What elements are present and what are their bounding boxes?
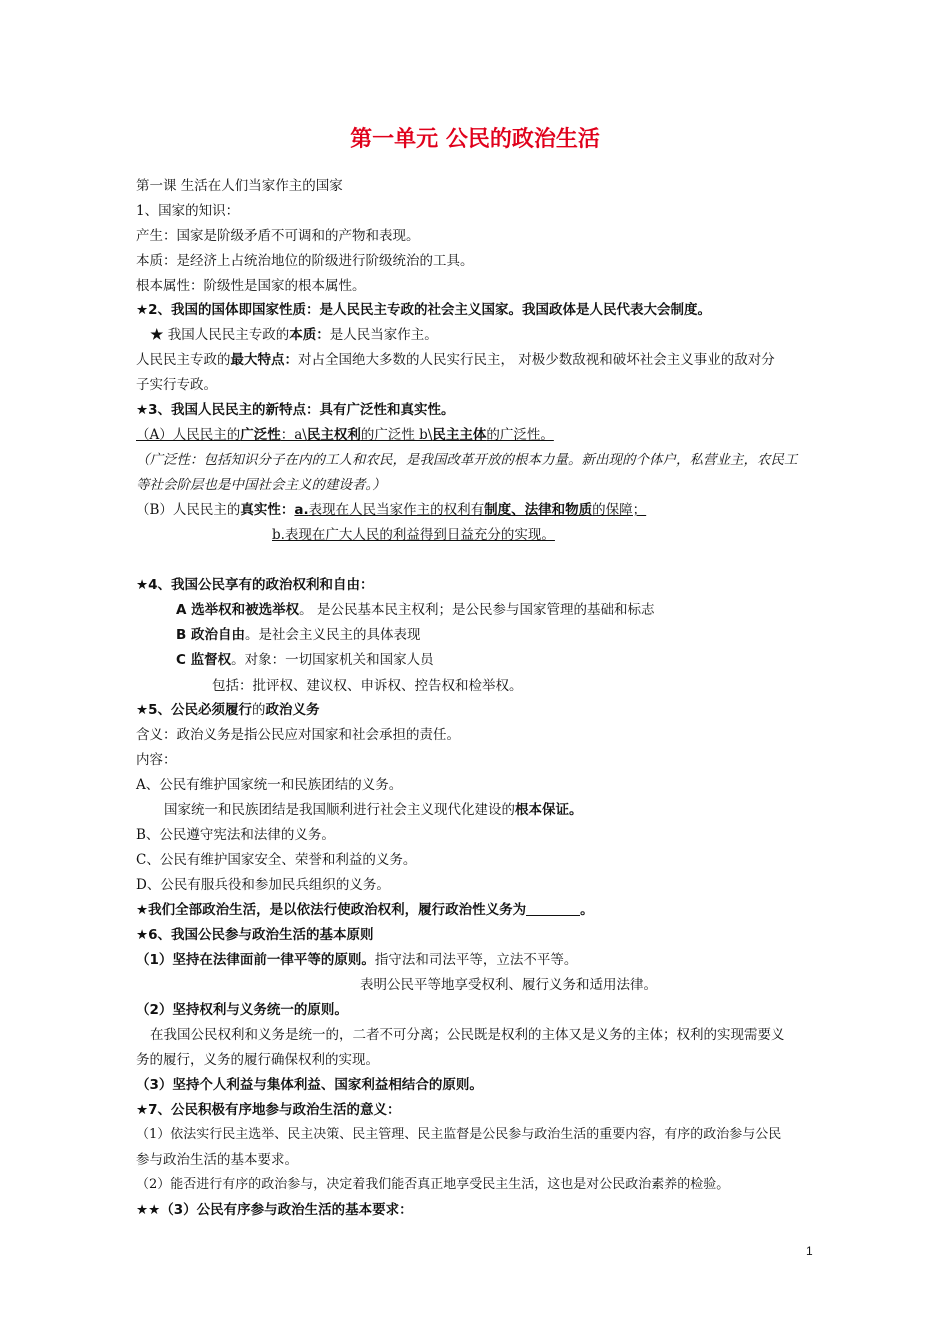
auth-b3: a.: [294, 502, 309, 518]
s5-head-a: ★5、公民必须履行: [136, 702, 252, 718]
section-5-heading: [136, 700, 826, 720]
state-origin: 产生：国家是阶级矛盾不可调和的产物和表现。: [136, 228, 420, 244]
significance-1b: 参与政治生活的基本要求。: [136, 1152, 298, 1168]
principle-2-text-1: 在我国公民权利和义务是统一的，二者不可分离；公民既是权利的主体又是义务的主体；权利的实现需要义: [150, 1027, 785, 1043]
feature-text-c: 对占全国绝大多数的人民实行民主， 对极少数敌视和破坏社会主义事业的敌对分: [298, 352, 775, 368]
breadth-note-1: （广泛性：包括知识分子在内的工人和农民，是我国改革开放的根本力量。新出现的个体户，私营业主，农民工: [136, 452, 798, 468]
right-c-label: C 监督权: [176, 652, 232, 668]
section-6-heading: ★6、我国公民参与政治生活的基本原则: [136, 927, 374, 943]
auth-b6: 的保障；: [592, 502, 647, 518]
right-c-text: 。对象：一切国家机关和国家人员: [231, 652, 434, 668]
breadth-a2: 广泛性: [240, 427, 281, 443]
principle-2-text-2: 务的履行，义务的履行确保权利的实现。: [136, 1052, 379, 1068]
breadth-a5: 的广泛性 b\: [360, 427, 433, 443]
fill-blank-sentence: [136, 900, 826, 920]
lesson-heading: 第一课 生活在人们当家作主的国家: [136, 178, 343, 194]
answer-blank: [526, 901, 580, 916]
breadth-a6: 民主主体: [432, 427, 487, 443]
dictatorship-feature: [136, 350, 826, 370]
essence-text-a: ★ 我国人民民主专政的: [150, 327, 290, 343]
principle-2: （2）坚持权利与义务统一的原则。: [136, 1002, 348, 1018]
auth-b5: 制度、法律和物质: [484, 502, 593, 518]
dictatorship-feature-cont: 子实行专政。: [136, 377, 217, 393]
essence-label: 本质：: [289, 327, 330, 343]
section-2-heading: ★2、我国的国体即国家性质：是人民民主专政的社会主义国家。我国政体是人民代表大会制度。: [136, 302, 711, 318]
duty-a-note-bold: 根本保证。: [515, 802, 583, 818]
right-c: [176, 650, 866, 670]
breadth-line: [136, 425, 826, 445]
feature-text-a: 人民民主专政的: [136, 352, 231, 368]
duty-b: B、公民遵守宪法和法律的义务。: [136, 827, 335, 843]
duty-content: 内容：: [136, 752, 177, 768]
right-b: [176, 625, 866, 645]
state-attribute: 根本属性：阶级性是国家的根本属性。: [136, 278, 366, 294]
section-3-heading: ★3、我国人民民主的新特点：具有广泛性和真实性。: [136, 402, 455, 418]
feature-label: 最大特点：: [230, 352, 298, 368]
s5-head-b: 的: [252, 702, 266, 718]
right-a: [176, 600, 866, 620]
fill-blank-a: ★我们全部政治生活，是以依法行使政治权利，履行政治性义务为: [136, 902, 527, 918]
duty-a-note-text: 国家统一和民族团结是我国顺利进行社会主义现代化建设的: [164, 802, 515, 818]
right-b-text: 。是社会主义民主的具体表现: [245, 627, 421, 643]
duty-meaning: 含义：政治义务是指公民应对国家和社会承担的责任。: [136, 727, 460, 743]
state-essence: 本质：是经济上占统治地位的阶级进行阶级统治的工具。: [136, 253, 474, 269]
s5-head-c: 政治义务: [265, 702, 320, 718]
right-c-includes: 包括：批评权、建议权、申诉权、控告权和检举权。: [212, 678, 523, 694]
authenticity-line: [136, 500, 826, 520]
significance-2: （2）能否进行有序的政治参与，决定着我们能否真正地享受民主生活，这也是对公民政治素养的检验。: [136, 1177, 730, 1192]
duty-d: D、公民有服兵役和参加民兵组织的义务。: [136, 877, 390, 893]
page-title: 第一单元 公民的政治生活: [350, 127, 600, 152]
authenticity-b: b.表现在广大人民的利益得到日益充分的实现。: [272, 527, 555, 543]
breadth-a1: （A）人民民主的: [136, 427, 241, 443]
right-b-label: B 政治自由: [176, 627, 245, 643]
section-7-heading: ★7、公民积极有序地参与政治生活的意义：: [136, 1102, 401, 1118]
auth-b1: （B）人民民主的: [136, 502, 241, 518]
page-number: 1: [806, 1244, 813, 1258]
principle-1: [136, 950, 826, 970]
duty-c: C、公民有维护国家安全、荣誉和利益的义务。: [136, 852, 417, 868]
duty-a-note: [164, 800, 854, 820]
breadth-a3: ：a\: [280, 427, 307, 443]
breadth-note-2: 等社会阶层也是中国社会主义的建设者。）: [136, 477, 386, 493]
section-4-heading: ★4、我国公民享有的政治权利和自由：: [136, 577, 374, 593]
right-a-label: A 选举权和被选举权: [176, 602, 300, 618]
duty-a: A、公民有维护国家统一和民族团结的义务。: [136, 777, 403, 793]
breadth-a4: 民主权利: [306, 427, 361, 443]
breadth-a7: 的广泛性。: [486, 427, 554, 443]
principle-1-note: 表明公民平等地享受权利、履行义务和适用法律。: [360, 977, 657, 993]
fill-blank-b: 。: [580, 902, 594, 918]
dictatorship-essence: [150, 325, 840, 345]
auth-b2: 真实性：: [240, 502, 295, 518]
principle-3: （3）坚持个人利益与集体利益、国家利益相结合的原则。: [136, 1077, 483, 1093]
essence-text-c: 是人民当家作主。: [329, 327, 438, 343]
section-1-heading: 1、国家的知识：: [136, 203, 240, 219]
principle-1-label: （1）坚持在法律面前一律平等的原则。: [136, 952, 375, 968]
right-a-text: 。 是公民基本民主权利；是公民参与国家管理的基础和标志: [299, 602, 655, 618]
significance-1a: （1）依法实行民主选举、民主决策、民主管理、民主监督是公民参与政治生活的重要内容，有序的政治参与公民: [136, 1127, 782, 1142]
principle-1-text: 指守法和司法平等，立法不平等。: [374, 952, 578, 968]
auth-b4: 表现在人民当家作主的权利有: [308, 502, 485, 518]
significance-3: ★★（3）公民有序参与政治生活的基本要求：: [136, 1202, 413, 1218]
